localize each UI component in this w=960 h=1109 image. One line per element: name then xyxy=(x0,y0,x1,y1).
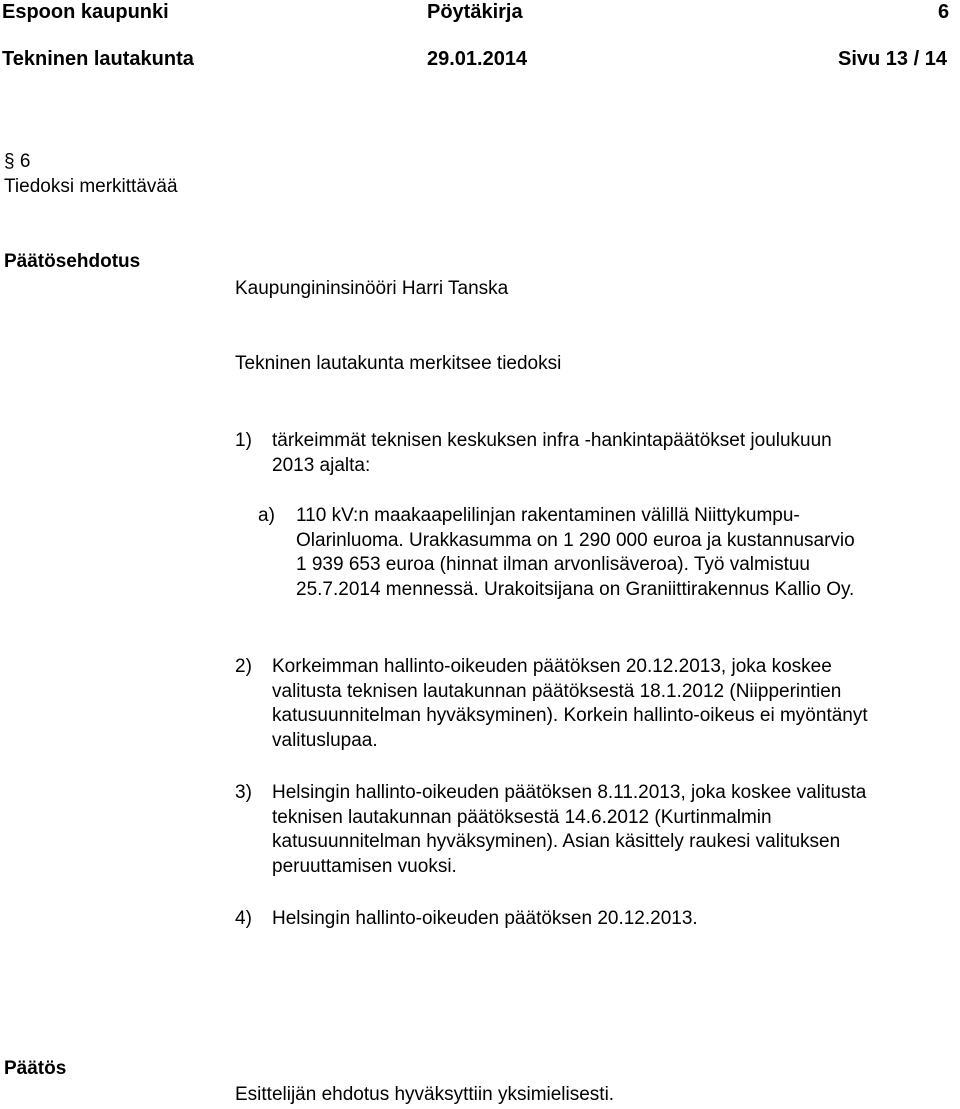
item-2-number: 2) xyxy=(235,656,252,677)
item-4-text xyxy=(272,907,952,932)
item-2-text xyxy=(272,655,960,753)
section-symbol: § xyxy=(4,151,15,172)
item-2-line: katusuunnitelman hyväksyminen). Korkein hallinto-oikeus ei myöntänyt xyxy=(272,705,868,726)
item-1a-line: 110 kV:n maakaapelilinjan rakentaminen välillä Niittykumpu- xyxy=(296,505,800,526)
section-title: Tiedoksi merkittävää xyxy=(4,176,178,197)
header-org: Espoon kaupunki xyxy=(2,1,169,23)
item-1a-line: 1 939 653 euroa (hinnat ilman arvonlisäveroa). Työ valmistuu xyxy=(296,554,810,575)
item-1a-line: Olarinluoma. Urakkasumma on 1 290 000 euroa ja kustannusarvio xyxy=(296,529,855,551)
item-1-line: 2013 ajalta: xyxy=(272,454,371,476)
proposal-heading: Päätösehdotus xyxy=(4,251,141,272)
item-3-line: Helsingin hallinto-oikeuden päätöksen 8.11.2013, joka koskee valitusta xyxy=(272,782,867,803)
header-section-number: 6 xyxy=(938,1,950,23)
decision-heading: Päätös xyxy=(4,1058,67,1079)
item-3-line: peruuttamisen vuoksi. xyxy=(272,855,457,877)
item-1-number: 1) xyxy=(235,430,252,451)
header-date: 29.01.2014 xyxy=(427,48,528,70)
item-3-line: katusuunnitelman hyväksyminen). Asian käsittely raukesi valituksen xyxy=(272,831,841,852)
item-1-text xyxy=(272,429,952,478)
item-1a-text xyxy=(296,504,956,602)
item-3-text xyxy=(272,781,960,879)
decision-text: Esittelijän ehdotus hyväksyttiin yksimielisesti. xyxy=(235,1084,615,1105)
item-3-line: teknisen lautakunnan päätöksestä 14.6.2012 (Kurtinmalmin xyxy=(272,806,772,828)
item-1-line: tärkeimmät teknisen keskuksen infra -hankintapäätökset joulukuun xyxy=(272,430,832,451)
item-1a-line: 25.7.2014 mennessä. Urakoitsijana on Graniittirakennus Kallio Oy. xyxy=(296,578,855,600)
item-4-line: Helsingin hallinto-oikeuden päätöksen 20.12.2013. xyxy=(272,908,698,929)
header-doc-type: Pöytäkirja xyxy=(427,1,523,23)
item-2-line: valitusta teknisen lautakunnan päätöksestä 18.1.2012 (Niipperintien xyxy=(272,680,842,702)
header-committee: Tekninen lautakunta xyxy=(2,48,194,70)
proposal-intro: Tekninen lautakunta merkitsee tiedoksi xyxy=(235,353,562,374)
section-heading xyxy=(4,150,30,174)
section-number: 6 xyxy=(19,151,31,172)
header-page-number: Sivu 13 / 14 xyxy=(838,48,947,70)
presenter: Kaupungininsinööri Harri Tanska xyxy=(235,278,509,299)
item-2-line: Korkeimman hallinto-oikeuden päätöksen 20.12.2013, joka koskee xyxy=(272,656,832,677)
item-4-number: 4) xyxy=(235,908,252,929)
item-2-line: valituslupaa. xyxy=(272,729,378,751)
item-3-number: 3) xyxy=(235,782,252,803)
item-1a-letter: a) xyxy=(258,505,275,526)
